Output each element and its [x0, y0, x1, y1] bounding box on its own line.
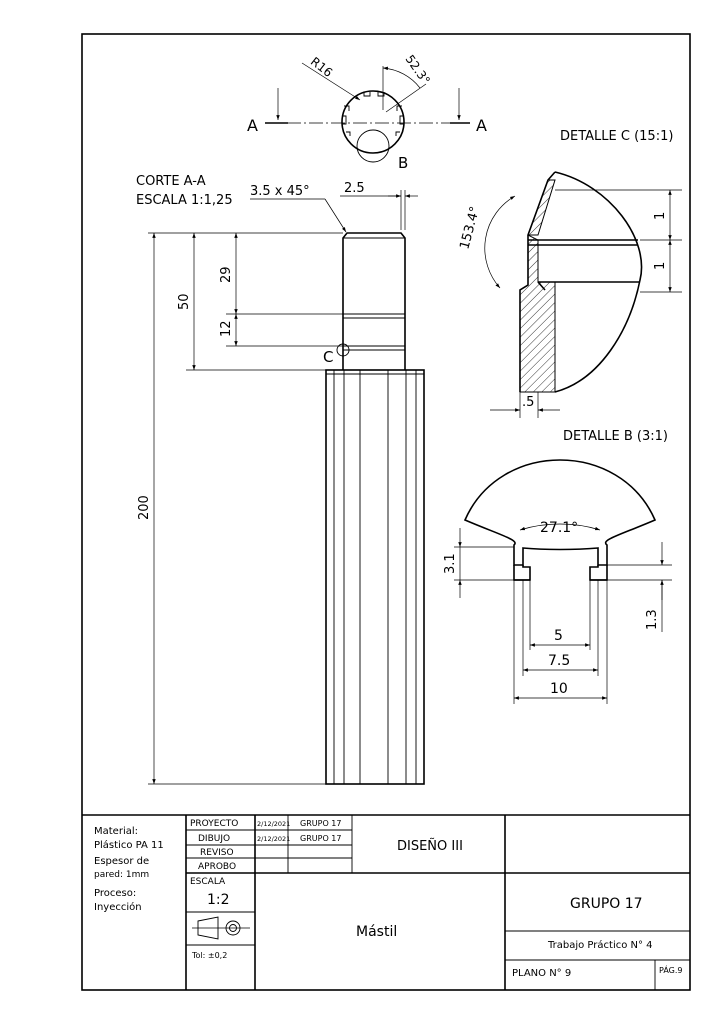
mast-section-outline — [342, 91, 404, 153]
cut-label-left: A — [247, 116, 258, 135]
detail-c-view — [457, 129, 682, 418]
row-aprobo: APROBO — [198, 862, 237, 872]
detail-c-angle: 153.4° — [457, 204, 484, 252]
dim-200-label: 200 — [137, 495, 152, 520]
top-width-label: 2.5 — [344, 181, 365, 196]
material-label: Material: — [94, 826, 138, 837]
detail-c-hatch-wall — [520, 235, 555, 392]
row-reviso: REVISO — [200, 848, 234, 858]
group-name: GRUPO 17 — [570, 896, 643, 912]
dim-29-label: 29 — [219, 266, 234, 283]
title-block — [82, 815, 690, 990]
assignment: Trabajo Práctico N° 4 — [548, 940, 653, 951]
escala-label: ESCALA — [190, 877, 226, 887]
part-name: Mástil — [356, 924, 398, 940]
detail-b-dim-5: 5 — [554, 628, 563, 644]
section-view — [136, 52, 487, 208]
dim-12-label: 12 — [219, 320, 234, 337]
detail-b-angle: 27.1° — [540, 520, 579, 536]
section-angle: 52.3° — [402, 52, 433, 88]
section-scale: ESCALA 1:1,25 — [136, 193, 233, 208]
detail-c-ref: C — [323, 348, 334, 366]
wall-label: Espesor de — [94, 856, 150, 867]
mast-top-tube — [343, 233, 405, 370]
detail-b-ref: B — [398, 154, 409, 172]
escala-value: 1:2 — [207, 892, 230, 908]
detail-b-dim-13: 1.3 — [645, 609, 660, 630]
projection-symbol-icon — [192, 917, 250, 939]
detail-b-dim-75: 7.5 — [548, 653, 571, 669]
page-number: PÁG.9 — [659, 966, 683, 975]
detail-c-title: DETALLE C (15:1) — [560, 129, 674, 144]
grupo-dibujo: GRUPO 17 — [300, 834, 342, 843]
radius-label: R16 — [307, 54, 336, 80]
process-value: Inyección — [94, 902, 142, 913]
date-dibujo: 2/12/2021 — [257, 835, 291, 843]
detail-c-dim-05: .5 — [522, 395, 535, 410]
detail-b-title: DETALLE B (3:1) — [563, 429, 668, 444]
date-proyecto: 2/12/2021 — [257, 820, 291, 828]
detail-b-outline — [465, 460, 655, 565]
wall-value: pared: 1mm — [94, 870, 150, 880]
mast-body — [326, 370, 424, 784]
grupo-proyecto: GRUPO 17 — [300, 819, 342, 828]
detail-c-hatch-top — [528, 180, 555, 235]
detail-b-circle — [357, 130, 389, 162]
row-proyecto: PROYECTO — [190, 819, 239, 829]
section-title: CORTE A-A — [136, 174, 206, 189]
detail-b-dim-31: 3.1 — [443, 553, 458, 574]
main-view — [137, 181, 424, 784]
detail-b-dim-10: 10 — [550, 681, 568, 697]
row-dibujo: DIBUJO — [198, 834, 231, 844]
process-label: Proceso: — [94, 888, 137, 899]
course-name: DISEÑO III — [397, 839, 463, 854]
chamfer-label: 3.5 x 45° — [250, 184, 310, 199]
material-value: Plástico PA 11 — [94, 840, 164, 851]
tolerance: Tol: ±0,2 — [192, 951, 228, 960]
detail-c-dim-1a: 1 — [653, 211, 668, 220]
cut-label-right: A — [476, 116, 487, 135]
dim-50-label: 50 — [177, 293, 192, 310]
plano-number: PLANO N° 9 — [512, 968, 572, 979]
detail-b-view — [443, 429, 672, 704]
detail-c-dim-1b: 1 — [653, 261, 668, 270]
